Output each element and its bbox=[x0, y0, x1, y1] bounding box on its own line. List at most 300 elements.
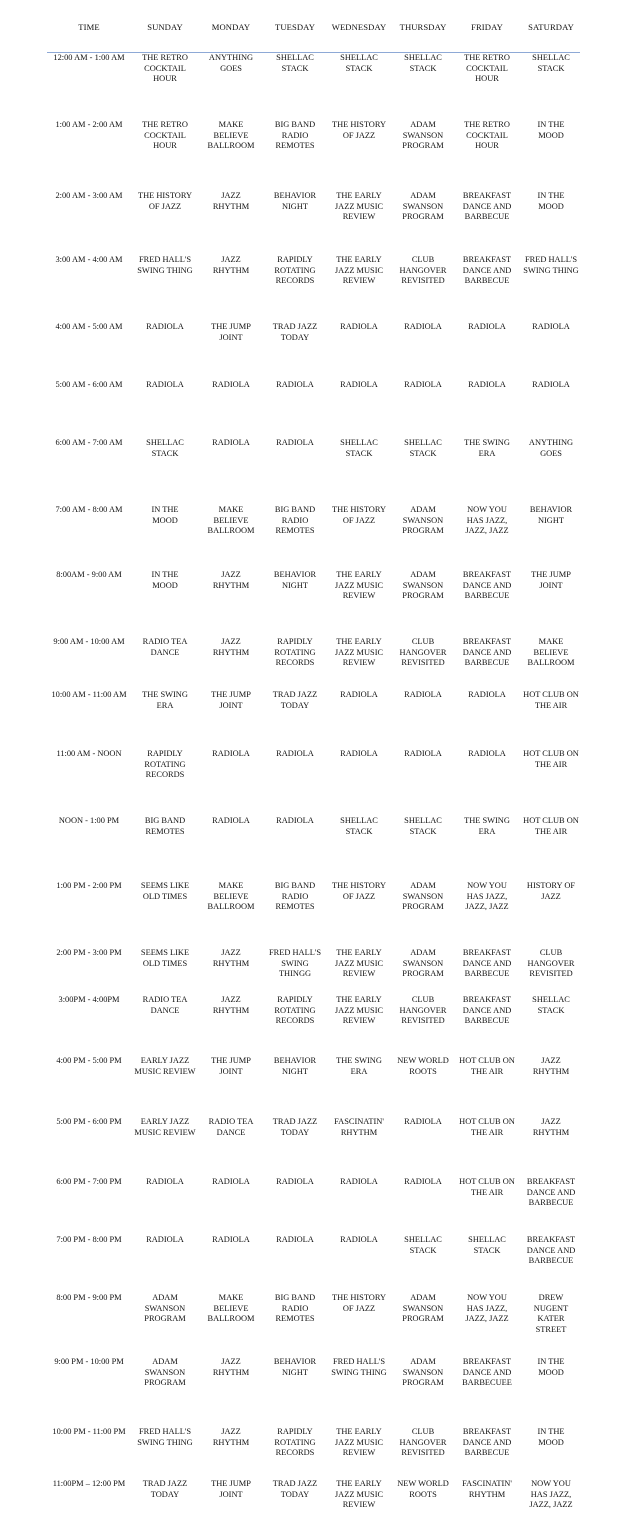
show-title-line: RECORDS bbox=[275, 276, 315, 286]
time-slot-cell: 8:00 PM - 9:00 PM bbox=[56, 1293, 122, 1302]
show-title-line: DANCE AND bbox=[462, 1367, 512, 1377]
show-cell-monday bbox=[197, 438, 265, 449]
show-title-line: JAZZ, JAZZ bbox=[465, 526, 509, 536]
show-title-line: BREAKFAST bbox=[526, 1177, 576, 1186]
show-title-line: SWANSON bbox=[402, 1303, 444, 1313]
show-title-line: PROGRAM bbox=[144, 1314, 186, 1324]
show-cell-sunday bbox=[131, 1235, 199, 1246]
show-title-line: ERA bbox=[478, 826, 496, 836]
show-title-line: HAS JAZZ, bbox=[466, 1303, 508, 1313]
show-cell-sunday bbox=[131, 380, 199, 391]
show-cell-wednesday bbox=[325, 995, 393, 1027]
show-title-line: SWING bbox=[281, 958, 309, 968]
show-title-line: RADIOLA bbox=[212, 1235, 250, 1244]
show-title-line: HOT CLUB ON bbox=[523, 690, 579, 699]
show-cell-thursday bbox=[389, 1117, 457, 1128]
show-title-line: CLUB bbox=[411, 255, 435, 264]
show-cell-friday bbox=[453, 1357, 521, 1389]
show-cell-saturday bbox=[517, 53, 585, 74]
show-title-line: ADAM bbox=[410, 1293, 436, 1302]
show-title-line: STREET bbox=[535, 1324, 567, 1334]
show-title-line: THE EARLY bbox=[336, 191, 382, 200]
show-title-line: SHELLAC bbox=[146, 438, 184, 447]
show-title-line: NIGHT bbox=[281, 1066, 309, 1076]
column-header-sunday: SUNDAY bbox=[147, 22, 183, 32]
show-title-line: HAS JAZZ, bbox=[530, 1489, 572, 1499]
show-cell-sunday bbox=[131, 570, 199, 591]
show-title-line: SWING THING bbox=[331, 1367, 387, 1377]
time-slot-cell: 7:00 PM - 8:00 PM bbox=[56, 1235, 122, 1244]
show-title-line: SWANSON bbox=[402, 1367, 444, 1377]
show-title-line: JAZZ MUSIC bbox=[334, 1437, 384, 1447]
show-title-line: RADIO TEA bbox=[208, 1117, 254, 1126]
show-cell-saturday bbox=[517, 948, 585, 980]
show-cell-tuesday bbox=[261, 438, 329, 449]
show-cell-wednesday bbox=[325, 380, 393, 391]
show-cell-tuesday bbox=[261, 816, 329, 827]
show-cell-monday bbox=[197, 322, 265, 343]
show-title-line: REVIEW bbox=[342, 1448, 376, 1458]
show-cell-saturday bbox=[517, 1117, 585, 1138]
show-title-line: FRED HALL'S bbox=[269, 948, 321, 957]
show-title-line: ANYTHING bbox=[208, 53, 254, 62]
show-title-line: FASCINATIN' bbox=[462, 1479, 512, 1488]
show-title-line: RADIOLA bbox=[276, 816, 314, 825]
show-title-line: HAS JAZZ, bbox=[466, 515, 508, 525]
show-title-line: ADAM bbox=[410, 948, 436, 957]
show-title-line: SWANSON bbox=[402, 130, 444, 140]
show-cell-saturday bbox=[517, 570, 585, 591]
show-cell-wednesday bbox=[325, 505, 393, 526]
show-title-line: RADIOLA bbox=[276, 749, 314, 758]
show-title-line: JAZZ bbox=[221, 995, 241, 1004]
show-title-line: ADAM bbox=[410, 881, 436, 890]
show-cell-wednesday bbox=[325, 1056, 393, 1077]
show-title-line: RECORDS bbox=[275, 1016, 315, 1026]
show-cell-tuesday bbox=[261, 1117, 329, 1138]
show-title-line: EARLY JAZZ bbox=[140, 1117, 190, 1126]
show-title-line: MUSIC REVIEW bbox=[134, 1066, 196, 1076]
show-title-line: HANGOVER bbox=[527, 958, 575, 968]
show-title-line: BARBECUE bbox=[464, 969, 510, 979]
show-cell-monday bbox=[197, 191, 265, 212]
show-title-line: JAZZ bbox=[221, 570, 241, 579]
show-title-line: JAZZ bbox=[541, 891, 561, 901]
show-cell-friday bbox=[453, 322, 521, 333]
show-cell-monday bbox=[197, 1235, 265, 1246]
show-title-line: MOOD bbox=[538, 130, 564, 140]
show-title-line: REVIEW bbox=[342, 969, 376, 979]
show-title-line: BREAKFAST bbox=[462, 1357, 512, 1366]
show-cell-thursday bbox=[389, 1293, 457, 1325]
show-cell-tuesday bbox=[261, 322, 329, 343]
show-cell-tuesday bbox=[261, 1235, 329, 1246]
show-cell-wednesday bbox=[325, 948, 393, 980]
show-cell-monday bbox=[197, 1177, 265, 1188]
show-title-line: COCKTAIL bbox=[144, 130, 186, 140]
show-title-line: RHYTHM bbox=[340, 1127, 378, 1137]
show-title-line: SWANSON bbox=[402, 515, 444, 525]
show-title-line: REVISITED bbox=[401, 1016, 445, 1026]
show-title-line: RADIOLA bbox=[212, 816, 250, 825]
show-title-line: TODAY bbox=[280, 1127, 310, 1137]
show-title-line: SHELLAC bbox=[404, 1235, 442, 1244]
show-cell-thursday bbox=[389, 191, 457, 223]
show-title-line: PROGRAM bbox=[402, 969, 444, 979]
show-title-line: SHELLAC bbox=[532, 53, 570, 62]
show-title-line: RHYTHM bbox=[212, 265, 250, 275]
show-cell-thursday bbox=[389, 1479, 457, 1500]
show-title-line: THE AIR bbox=[534, 700, 568, 710]
show-title-line: RADIOLA bbox=[146, 1177, 184, 1186]
show-title-line: ADAM bbox=[152, 1357, 178, 1366]
show-title-line: PROGRAM bbox=[402, 526, 444, 536]
show-title-line: THE SWING bbox=[464, 438, 510, 447]
show-title-line: ADAM bbox=[410, 191, 436, 200]
show-title-line: JAZZ bbox=[221, 1427, 241, 1436]
show-title-line: STACK bbox=[537, 1005, 565, 1015]
show-title-line: NOW YOU bbox=[467, 505, 507, 514]
show-cell-monday bbox=[197, 881, 265, 913]
show-title-line: RADIOLA bbox=[146, 380, 184, 389]
show-cell-friday bbox=[453, 881, 521, 913]
show-title-line: STACK bbox=[409, 448, 437, 458]
show-title-line: IN THE bbox=[151, 570, 179, 579]
show-cell-wednesday bbox=[325, 816, 393, 837]
show-title-line: HANGOVER bbox=[399, 1005, 447, 1015]
show-cell-saturday bbox=[517, 380, 585, 391]
show-cell-wednesday bbox=[325, 191, 393, 223]
show-title-line: STACK bbox=[345, 448, 373, 458]
show-title-line: ROOTS bbox=[409, 1489, 437, 1499]
show-title-line: NOW YOU bbox=[531, 1479, 571, 1488]
show-cell-monday bbox=[197, 53, 265, 74]
show-cell-monday bbox=[197, 1117, 265, 1138]
show-title-line: DANCE AND bbox=[462, 647, 512, 657]
show-title-line: OF JAZZ bbox=[342, 130, 376, 140]
show-title-line: SWANSON bbox=[144, 1367, 186, 1377]
show-title-line: REVIEW bbox=[342, 1016, 376, 1026]
show-cell-saturday bbox=[517, 255, 585, 276]
show-cell-friday bbox=[453, 1479, 521, 1500]
show-title-line: RHYTHM bbox=[212, 201, 250, 211]
show-title-line: SWING THING bbox=[137, 265, 193, 275]
show-title-line: PROGRAM bbox=[402, 1314, 444, 1324]
show-title-line: JAZZ MUSIC bbox=[334, 1005, 384, 1015]
show-cell-sunday bbox=[131, 881, 199, 902]
show-title-line: NIGHT bbox=[537, 515, 565, 525]
show-title-line: RADIOLA bbox=[404, 380, 442, 389]
show-cell-tuesday bbox=[261, 191, 329, 212]
show-title-line: SHELLAC bbox=[340, 53, 378, 62]
show-title-line: FRED HALL'S bbox=[333, 1357, 385, 1366]
show-title-line: BALLROOM bbox=[527, 658, 575, 668]
show-title-line: SHELLAC bbox=[276, 53, 314, 62]
show-title-line: JAZZ MUSIC bbox=[334, 201, 384, 211]
show-cell-thursday bbox=[389, 380, 457, 391]
show-title-line: BEHAVIOR bbox=[273, 570, 317, 579]
show-title-line: MOOD bbox=[152, 580, 178, 590]
show-title-line: THE EARLY bbox=[336, 255, 382, 264]
show-title-line: RAPIDLY bbox=[277, 1427, 313, 1436]
show-title-line: RECORDS bbox=[275, 658, 315, 668]
show-title-line: DANCE bbox=[150, 1005, 180, 1015]
show-cell-saturday bbox=[517, 505, 585, 526]
show-cell-saturday bbox=[517, 1357, 585, 1378]
show-title-line: THE JUMP bbox=[211, 322, 251, 331]
show-cell-wednesday bbox=[325, 1357, 393, 1378]
show-title-line: PROGRAM bbox=[402, 591, 444, 601]
show-title-line: STACK bbox=[409, 826, 437, 836]
show-title-line: SWING THING bbox=[523, 265, 579, 275]
show-title-line: TRAD JAZZ bbox=[272, 322, 318, 331]
show-cell-thursday bbox=[389, 322, 457, 333]
show-title-line: STACK bbox=[345, 63, 373, 73]
show-title-line: SWANSON bbox=[144, 1303, 186, 1313]
show-cell-wednesday bbox=[325, 1479, 393, 1511]
show-title-line: FRED HALL'S bbox=[139, 255, 191, 264]
show-title-line: THE HISTORY bbox=[137, 191, 193, 200]
show-title-line: JAZZ bbox=[221, 1357, 241, 1366]
show-title-line: BARBECUE bbox=[464, 276, 510, 286]
show-title-line: RADIOLA bbox=[276, 438, 314, 447]
show-title-line: RADIO bbox=[281, 130, 309, 140]
show-title-line: BREAKFAST bbox=[462, 255, 512, 264]
show-cell-friday bbox=[453, 690, 521, 701]
show-cell-saturday bbox=[517, 438, 585, 459]
show-cell-wednesday bbox=[325, 1117, 393, 1138]
show-title-line: BARBECUE bbox=[464, 591, 510, 601]
show-title-line: BREAKFAST bbox=[526, 1235, 576, 1244]
show-title-line: SEEMS LIKE bbox=[140, 881, 190, 890]
show-title-line: CLUB bbox=[411, 995, 435, 1004]
show-title-line: BALLROOM bbox=[207, 902, 255, 912]
show-cell-sunday bbox=[131, 505, 199, 526]
time-slot-cell: 10:00 AM - 11:00 AM bbox=[51, 690, 127, 699]
show-cell-friday bbox=[453, 1056, 521, 1077]
show-title-line: BARBECUE bbox=[464, 1016, 510, 1026]
column-header-friday: FRIDAY bbox=[471, 22, 503, 32]
show-title-line: THINGG bbox=[278, 969, 312, 979]
show-cell-monday bbox=[197, 120, 265, 152]
show-cell-monday bbox=[197, 1293, 265, 1325]
show-title-line: DANCE AND bbox=[462, 265, 512, 275]
show-cell-sunday bbox=[131, 995, 199, 1016]
show-title-line: RHYTHM bbox=[212, 1437, 250, 1447]
show-title-line: NOW YOU bbox=[467, 1293, 507, 1302]
show-title-line: ROTATING bbox=[144, 759, 186, 769]
show-title-line: REMOTES bbox=[275, 526, 315, 536]
show-title-line: RADIOLA bbox=[276, 380, 314, 389]
show-title-line: BALLROOM bbox=[207, 526, 255, 536]
show-title-line: RADIOLA bbox=[212, 749, 250, 758]
time-slot-cell: 9:00 PM - 10:00 PM bbox=[54, 1357, 124, 1366]
show-cell-friday bbox=[453, 53, 521, 85]
show-title-line: RADIOLA bbox=[340, 380, 378, 389]
time-slot-cell: 12:00 AM - 1:00 AM bbox=[53, 53, 125, 62]
show-title-line: RADIO bbox=[281, 1303, 309, 1313]
show-title-line: THE SWING bbox=[142, 690, 188, 699]
show-cell-saturday bbox=[517, 816, 585, 837]
show-title-line: REVIEW bbox=[342, 212, 376, 222]
show-title-line: RADIOLA bbox=[532, 322, 570, 331]
show-cell-sunday bbox=[131, 255, 199, 276]
time-slot-cell: 1:00 PM - 2:00 PM bbox=[56, 881, 122, 890]
show-cell-sunday bbox=[131, 53, 199, 85]
show-cell-friday bbox=[453, 749, 521, 760]
time-slot-cell: 10:00 PM - 11:00 PM bbox=[52, 1427, 126, 1436]
show-title-line: IN THE bbox=[537, 191, 565, 200]
show-title-line: REVIEW bbox=[342, 591, 376, 601]
show-title-line: TRAD JAZZ bbox=[142, 1479, 188, 1488]
show-cell-tuesday bbox=[261, 255, 329, 287]
show-title-line: CLUB bbox=[411, 1427, 435, 1436]
show-cell-tuesday bbox=[261, 1357, 329, 1378]
show-cell-sunday bbox=[131, 948, 199, 969]
show-title-line: ADAM bbox=[410, 120, 436, 129]
show-title-line: ROTATING bbox=[274, 1437, 316, 1447]
show-title-line: SHELLAC bbox=[340, 438, 378, 447]
time-slot-cell: 2:00 AM - 3:00 AM bbox=[55, 191, 123, 200]
show-title-line: HISTORY OF bbox=[526, 881, 576, 890]
show-cell-wednesday bbox=[325, 1293, 393, 1314]
show-title-line: MUSIC REVIEW bbox=[134, 1127, 196, 1137]
time-slot-cell: 3:00PM - 4:00PM bbox=[58, 995, 120, 1004]
show-cell-saturday bbox=[517, 191, 585, 212]
show-cell-monday bbox=[197, 255, 265, 276]
show-title-line: BARBECUE bbox=[464, 1448, 510, 1458]
show-title-line: REVISITED bbox=[529, 969, 573, 979]
show-title-line: IN THE bbox=[537, 1427, 565, 1436]
show-cell-saturday bbox=[517, 1235, 585, 1267]
show-title-line: SWANSON bbox=[402, 580, 444, 590]
show-title-line: SHELLAC bbox=[404, 53, 442, 62]
show-title-line: BREAKFAST bbox=[462, 995, 512, 1004]
show-title-line: TODAY bbox=[280, 332, 310, 342]
show-cell-wednesday bbox=[325, 438, 393, 459]
show-title-line: BIG BAND bbox=[144, 816, 186, 825]
show-title-line: SWING THING bbox=[137, 1437, 193, 1447]
show-cell-friday bbox=[453, 120, 521, 152]
show-cell-tuesday bbox=[261, 1427, 329, 1459]
show-title-line: BREAKFAST bbox=[462, 637, 512, 646]
show-title-line: RAPIDLY bbox=[277, 637, 313, 646]
show-title-line: COCKTAIL bbox=[466, 63, 508, 73]
show-title-line: RECORDS bbox=[275, 1448, 315, 1458]
show-title-line: RADIOLA bbox=[340, 749, 378, 758]
show-cell-monday bbox=[197, 570, 265, 591]
show-title-line: JAZZ bbox=[221, 637, 241, 646]
show-title-line: RHYTHM bbox=[468, 1489, 506, 1499]
show-title-line: THE EARLY bbox=[336, 1479, 382, 1488]
show-title-line: RADIOLA bbox=[340, 690, 378, 699]
show-title-line: THE AIR bbox=[470, 1187, 504, 1197]
show-title-line: PROGRAM bbox=[402, 902, 444, 912]
show-title-line: THE RETRO bbox=[142, 53, 188, 62]
show-title-line: ERA bbox=[156, 700, 174, 710]
show-title-line: THE HISTORY bbox=[331, 1293, 387, 1302]
time-slot-cell: NOON - 1:00 PM bbox=[58, 816, 120, 825]
show-title-line: JAZZ MUSIC bbox=[334, 580, 384, 590]
show-cell-thursday bbox=[389, 995, 457, 1027]
show-cell-thursday bbox=[389, 690, 457, 701]
show-title-line: OF JAZZ bbox=[342, 515, 376, 525]
show-title-line: DANCE AND bbox=[462, 580, 512, 590]
show-title-line: MAKE bbox=[218, 881, 244, 890]
show-title-line: THE HISTORY bbox=[331, 881, 387, 890]
show-cell-monday bbox=[197, 505, 265, 537]
show-title-line: MAKE bbox=[538, 637, 564, 646]
show-title-line: THE EARLY bbox=[336, 570, 382, 579]
show-title-line: JAZZ MUSIC bbox=[334, 265, 384, 275]
show-cell-friday bbox=[453, 637, 521, 669]
show-title-line: JAZZ bbox=[541, 1056, 561, 1065]
show-title-line: BIG BAND bbox=[274, 505, 316, 514]
show-cell-tuesday bbox=[261, 995, 329, 1027]
show-title-line: GOES bbox=[540, 448, 562, 458]
show-title-line: RADIOLA bbox=[340, 1235, 378, 1244]
time-slot-cell: 4:00 AM - 5:00 AM bbox=[55, 322, 123, 331]
show-title-line: NIGHT bbox=[281, 201, 309, 211]
show-title-line: THE JUMP bbox=[531, 570, 571, 579]
show-cell-tuesday bbox=[261, 1177, 329, 1188]
show-title-line: RADIOLA bbox=[468, 380, 506, 389]
show-title-line: JAZZ MUSIC bbox=[334, 647, 384, 657]
show-title-line: THE HISTORY bbox=[331, 505, 387, 514]
show-cell-saturday bbox=[517, 1293, 585, 1335]
time-slot-cell: 11:00 AM - NOON bbox=[56, 749, 122, 758]
show-cell-thursday bbox=[389, 53, 457, 74]
show-title-line: JOINT bbox=[219, 700, 243, 710]
show-title-line: CLUB bbox=[539, 948, 563, 957]
show-cell-tuesday bbox=[261, 948, 329, 980]
show-title-line: RADIOLA bbox=[212, 1177, 250, 1186]
show-title-line: RADIOLA bbox=[146, 1235, 184, 1244]
show-cell-tuesday bbox=[261, 120, 329, 152]
show-title-line: RHYTHM bbox=[212, 1005, 250, 1015]
show-cell-friday bbox=[453, 191, 521, 223]
time-slot-cell: 5:00 PM - 6:00 PM bbox=[56, 1117, 122, 1126]
show-title-line: STACK bbox=[281, 63, 309, 73]
show-title-line: HOT CLUB ON bbox=[459, 1056, 515, 1065]
show-title-line: REMOTES bbox=[275, 902, 315, 912]
show-cell-saturday bbox=[517, 881, 585, 902]
show-title-line: DANCE AND bbox=[526, 1187, 576, 1197]
show-cell-tuesday bbox=[261, 1479, 329, 1500]
show-title-line: GOES bbox=[220, 63, 242, 73]
show-title-line: RAPIDLY bbox=[277, 255, 313, 264]
show-cell-saturday bbox=[517, 1427, 585, 1448]
show-title-line: MOOD bbox=[538, 1437, 564, 1447]
show-title-line: BEHAVIOR bbox=[529, 505, 573, 514]
show-title-line: ERA bbox=[350, 1066, 368, 1076]
show-cell-thursday bbox=[389, 255, 457, 287]
show-title-line: BARBECUE bbox=[528, 1256, 574, 1266]
show-title-line: SHELLAC bbox=[404, 438, 442, 447]
show-title-line: RADIOLA bbox=[404, 690, 442, 699]
show-title-line: RADIOLA bbox=[276, 1235, 314, 1244]
show-title-line: HOUR bbox=[475, 141, 499, 151]
show-title-line: REVIEW bbox=[342, 658, 376, 668]
time-slot-cell: 6:00 AM - 7:00 AM bbox=[55, 438, 123, 447]
show-title-line: OLD TIMES bbox=[142, 891, 188, 901]
show-title-line: NUGENT bbox=[533, 1303, 569, 1313]
show-title-line: BELIEVE bbox=[213, 130, 249, 140]
show-cell-saturday bbox=[517, 637, 585, 669]
show-cell-monday bbox=[197, 1427, 265, 1448]
show-cell-thursday bbox=[389, 1056, 457, 1077]
show-title-line: EARLY JAZZ bbox=[140, 1056, 190, 1065]
